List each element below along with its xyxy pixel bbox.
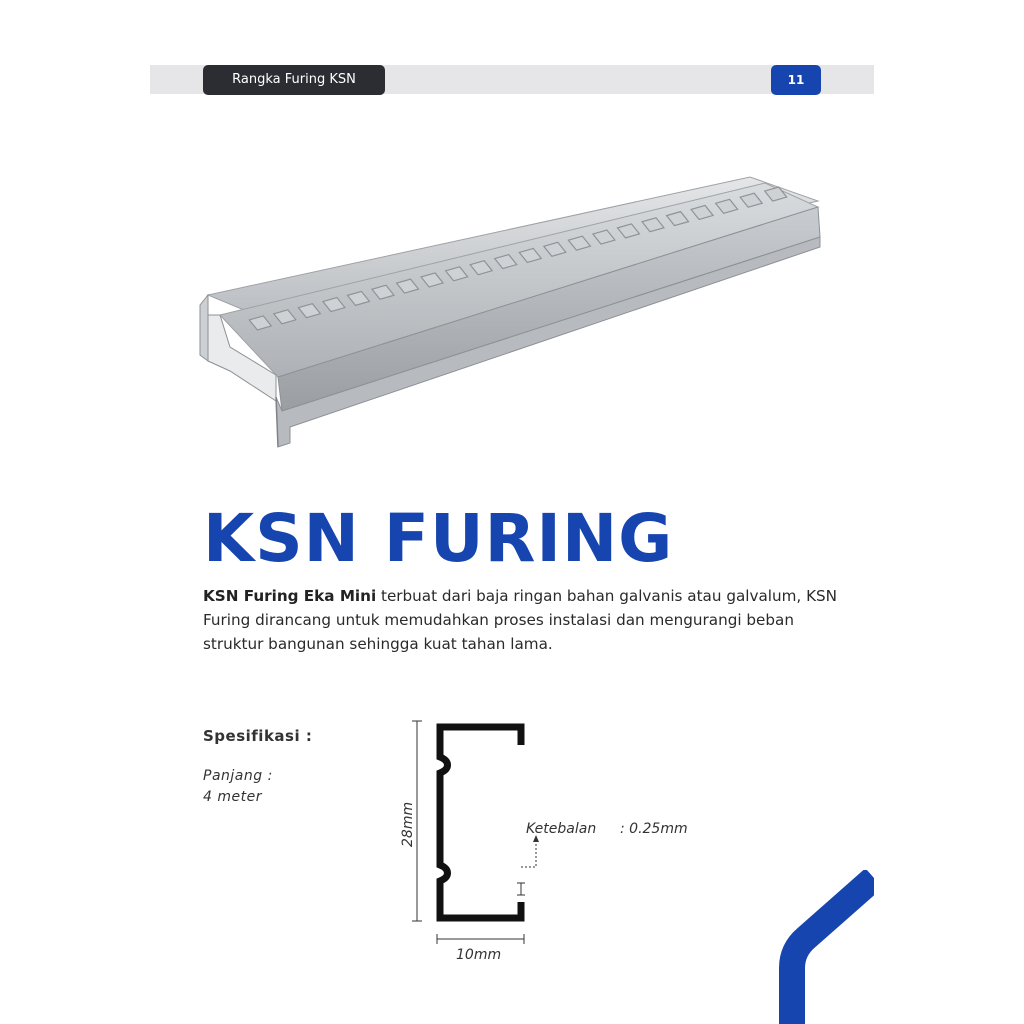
spec-heading: Spesifikasi : — [203, 727, 313, 745]
thickness-label: Ketebalan — [526, 821, 597, 837]
thickness-value: : 0.25mm — [620, 821, 688, 837]
description-bold: KSN Furing Eka Mini — [203, 587, 377, 605]
profile-cross-section-diagram — [390, 715, 720, 965]
page-number: 11 — [771, 65, 821, 95]
c-profile-shape — [440, 727, 521, 918]
height-dimension-label: 28mm — [400, 801, 416, 847]
corner-decoration-stripe — [770, 870, 874, 1024]
furring-channel-photo — [190, 165, 830, 465]
section-title-tag: Rangka Furing KSN — [203, 65, 385, 95]
spec-length-value: 4 meter — [203, 789, 262, 805]
product-description — [203, 584, 843, 656]
description-text: terbuat dari baja ringan bahan galvanis atau galvalum, KSN Furing dirancang untuk memudahkan proses instalasi dan mengurangi beban struktur bangunan sehingga kuat tahan lama. — [203, 587, 838, 653]
spec-length-label: Panjang : — [203, 768, 273, 784]
product-title: KSN FURING — [203, 500, 674, 577]
width-dimension-label: 10mm — [456, 947, 502, 963]
